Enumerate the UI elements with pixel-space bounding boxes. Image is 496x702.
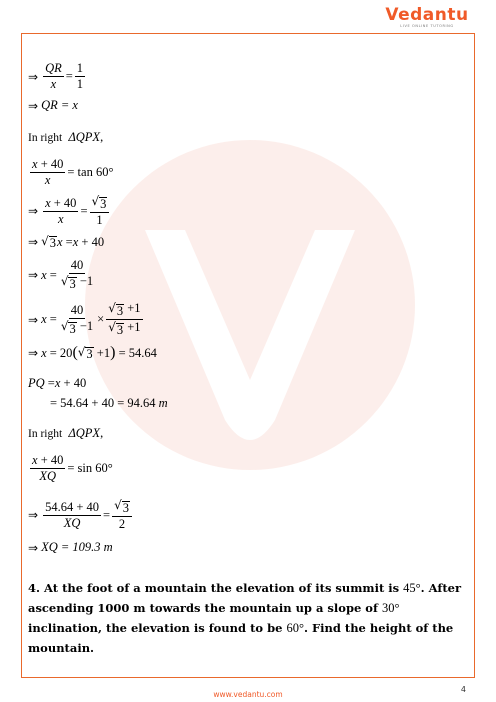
equals-sign: =	[65, 69, 73, 83]
page-number: 4	[460, 685, 466, 694]
question-part3: inclination, the elevation is found to be	[28, 621, 283, 635]
question-part4: . Find the height of the mountain.	[28, 621, 454, 655]
unit: m	[158, 396, 168, 410]
equation-line	[28, 62, 87, 91]
equation-line	[50, 396, 168, 411]
implies-icon: ⇒	[28, 268, 39, 282]
implies-icon: ⇒	[28, 98, 39, 113]
fraction: $\frac{54.64 + 40}{XQ}$	[45, 499, 99, 530]
footer-url-link[interactable]: www.vedantu.com	[213, 690, 283, 699]
equation-line: ⇒ x = 20 ( √ 3 +1 ) = 54.64	[28, 344, 157, 361]
fraction: $\frac{QR}{x}$	[45, 61, 62, 91]
in-right-label: In right	[28, 131, 63, 144]
fraction: √ 3 +1 √ 3 +1	[108, 301, 141, 337]
fraction: $\frac{x + 40}{XQ}$	[32, 453, 64, 483]
equation-line: ⇒ x = 40 √ 3 −1	[28, 258, 94, 291]
implies-icon: ⇒	[28, 346, 39, 360]
equation-line: ⇒ √ 3 x = x + 40	[28, 234, 105, 250]
fraction: √ 3 2	[112, 499, 132, 531]
angle-30: 30°	[381, 601, 400, 615]
equation-line	[28, 454, 113, 483]
equation-line	[28, 158, 113, 187]
question-part2: . After ascending 1000 m towards the mountain up a slope of	[28, 581, 462, 615]
vedantu-logo	[382, 6, 472, 28]
logo-wordmark: Vedantu	[385, 5, 469, 25]
implies-icon: ⇒	[28, 508, 39, 522]
text-line	[28, 130, 103, 145]
logo-tagline: LIVE ONLINE TUTORING	[400, 24, 454, 28]
in-right-label: In right	[28, 427, 63, 440]
fraction: 40 √ 3 −1	[60, 258, 94, 291]
equation-line	[28, 540, 113, 555]
sin-expression: = sin 60°	[67, 461, 113, 475]
implies-icon: ⇒	[28, 540, 39, 555]
comma: ,	[100, 426, 104, 440]
fraction: √ 3 1	[90, 195, 110, 227]
implies-icon: ⇒	[28, 235, 39, 249]
angle-60: 60°	[286, 621, 304, 635]
implies-icon: ⇒	[28, 204, 39, 218]
pq-value: = 54.64 + 40 = 94.64	[50, 396, 156, 410]
triangle-label: ΔQPX	[68, 130, 101, 144]
tan-expression: = tan 60°	[67, 165, 114, 179]
question-4	[28, 578, 468, 658]
equation-text: QR = x	[41, 98, 78, 112]
equation-line: PQ = x + 40	[28, 376, 87, 390]
fraction: $\frac{x + 40}{x}$	[45, 195, 77, 226]
equation-line	[28, 499, 134, 531]
equals-sign: =	[103, 507, 111, 522]
comma: ,	[100, 130, 104, 144]
xq-result: XQ = 109.3	[41, 540, 101, 554]
implies-icon: ⇒	[28, 312, 39, 327]
fraction: $\frac{x + 40}{x}$	[32, 157, 64, 187]
equals-sign: =	[80, 203, 88, 218]
equation-line	[28, 98, 78, 113]
unit: m	[103, 540, 113, 554]
question-part1: At the foot of a mountain the elevation of its summit is	[44, 581, 400, 595]
angle-45: 45°	[403, 581, 421, 595]
implies-icon: ⇒	[28, 69, 39, 84]
fraction: 40 √ 3 −1	[60, 302, 94, 336]
question-number: 4.	[28, 581, 41, 595]
equation-line: ⇒ x = 40 √ 3 −1 × √ 3 +1 √ 3 +1	[28, 301, 141, 337]
triangle-label: ΔQPX	[68, 426, 101, 440]
equation-line	[28, 195, 111, 227]
text-line	[28, 426, 103, 441]
fraction: $\frac{1}{1}$	[76, 61, 84, 91]
